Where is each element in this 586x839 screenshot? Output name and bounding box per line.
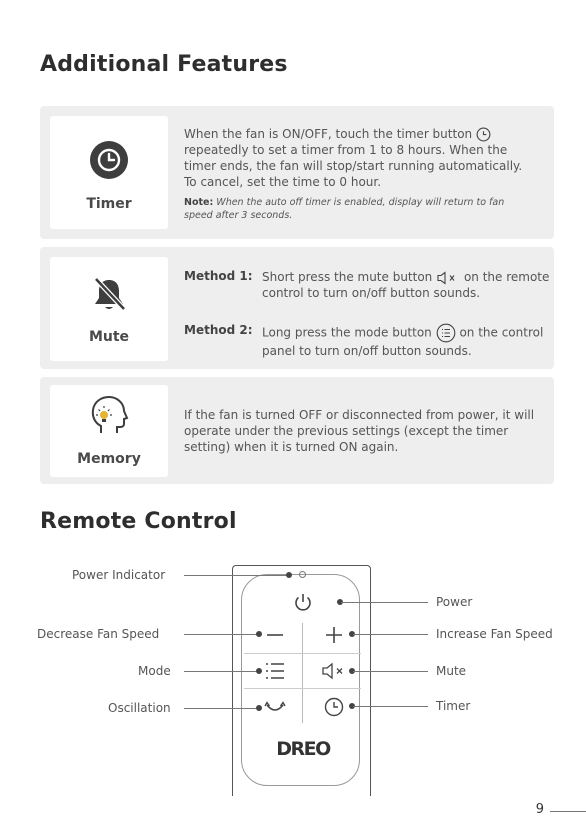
leader-dot-mode	[256, 668, 262, 674]
section-title-remote: Remote Control	[40, 509, 237, 534]
memory-card	[50, 385, 168, 477]
mute-card	[50, 257, 168, 361]
leader-mode	[184, 671, 260, 672]
timer-icon	[89, 140, 129, 180]
callout-decrease-speed: Decrease Fan Speed	[37, 627, 160, 641]
timer-card	[50, 116, 168, 229]
remote-oscillation-button[interactable]	[263, 697, 287, 717]
remote-mute-button[interactable]	[321, 661, 347, 681]
note-text: When the auto off timer is enabled, display will return to fan speed after 3 seconds.	[184, 197, 505, 221]
timer-label: Timer	[86, 196, 132, 212]
oscillation-icon	[263, 697, 287, 717]
leader-dot-power-indicator	[286, 572, 292, 578]
memory-text: If the fan is turned OFF or disconnected from power, it will operate under the previous settings (except the timer setting) when it is turned ON again.	[184, 408, 535, 454]
callout-mute: Mute	[436, 664, 467, 678]
mode-list-icon	[436, 323, 456, 343]
remote-decrease-button[interactable]	[263, 625, 287, 645]
mute-label: Mute	[88, 329, 130, 345]
bell-slash-icon	[88, 273, 130, 315]
memory-label: Memory	[77, 451, 141, 467]
mute-speaker-icon	[321, 661, 347, 681]
method1-text-a: Short press the mute button	[262, 270, 433, 284]
method1-text	[262, 269, 552, 301]
callout-mode: Mode	[138, 664, 171, 678]
remote-increase-button[interactable]	[323, 624, 345, 646]
callout-power: Power	[436, 595, 473, 609]
leader-dot-decrease-speed	[256, 631, 262, 637]
method2-label: Method 2:	[184, 323, 253, 337]
timer-text-b: repeatedly to set a timer from 1 to 8 hours. When the timer ends, the fan will stop/start running automatically. To cancel, set the time to 0 hour.	[184, 143, 523, 189]
clock-icon	[323, 696, 345, 718]
leader-mute	[353, 671, 428, 672]
method1-label: Method 1:	[184, 269, 253, 283]
timer-description	[184, 126, 534, 190]
note-label: Note:	[184, 197, 214, 208]
method2-text-a: Long press the mode button	[262, 325, 432, 340]
mode-list-icon	[264, 661, 286, 681]
plus-icon	[323, 624, 345, 646]
leader-timer	[353, 706, 428, 707]
callout-oscillation: Oscillation	[108, 701, 171, 715]
remote-timer-button[interactable]	[323, 696, 345, 718]
method2-text-b: on the control panel to turn on/off button sounds.	[262, 325, 544, 358]
mute-speaker-icon	[436, 271, 460, 285]
leader-power	[341, 602, 428, 603]
section-title-features: Additional Features	[40, 52, 288, 77]
mute-panel	[40, 247, 554, 369]
timer-note	[184, 196, 534, 222]
method2-text	[262, 323, 552, 359]
remote-divider-h1	[244, 653, 361, 654]
leader-decrease-speed	[184, 634, 260, 635]
remote-power-button[interactable]	[291, 590, 315, 614]
head-bulb-icon	[86, 393, 132, 439]
power-indicator-light	[299, 571, 306, 578]
leader-increase-speed	[353, 634, 428, 635]
leader-power-indicator	[184, 575, 288, 576]
method1-text-b: on the remote control to turn on/off button sounds.	[262, 270, 550, 300]
timer-panel	[40, 106, 554, 239]
remote-brand-logo: DREO	[276, 738, 330, 760]
callout-timer: Timer	[436, 699, 471, 713]
page-number-rule	[550, 811, 586, 812]
remote-divider-v	[302, 623, 303, 723]
power-icon	[291, 590, 315, 614]
minus-icon	[263, 625, 287, 645]
memory-panel	[40, 377, 554, 484]
callout-increase-speed: Increase Fan Speed	[436, 627, 553, 641]
remote-mode-button[interactable]	[264, 661, 286, 681]
callout-power-indicator: Power Indicator	[72, 568, 166, 582]
timer-text-a: When the fan is ON/OFF, touch the timer button	[184, 127, 473, 141]
remote-divider-h2	[244, 688, 361, 689]
leader-oscillation	[184, 708, 260, 709]
page-number: 9	[535, 802, 544, 817]
leader-dot-oscillation	[256, 705, 262, 711]
clock-icon	[476, 127, 491, 142]
